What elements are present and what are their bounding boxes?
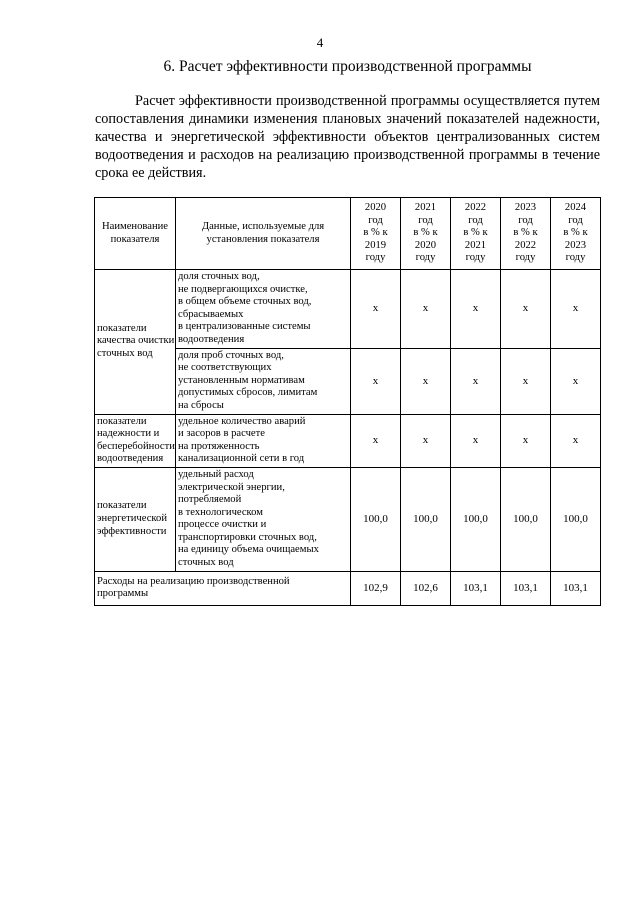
value-cell: 100,0 [351,467,401,571]
value-cell: 102,9 [351,571,401,605]
value-cell: x [501,270,551,349]
header-year-2023: 2023 год в % к 2022 году [501,198,551,270]
value-cell: x [451,414,501,467]
value-cell: x [551,270,601,349]
value-cell: x [351,348,401,414]
value-cell: x [351,270,401,349]
value-cell: 103,1 [451,571,501,605]
table-row [95,414,601,467]
value-cell: x [451,270,501,349]
header-year-2024: 2024 год в % к 2023 году [551,198,601,270]
header-source-data: Данные, используемые для установления показателя [176,198,351,270]
value-cell: x [401,270,451,349]
section-heading: 6. Расчет эффективности производственной программы [163,58,532,75]
header-year-2021: 2021 год в % к 2020 году [401,198,451,270]
category-reliability: показатели надежности и бесперебойности водоотведения [95,414,176,467]
value-cell: x [501,348,551,414]
indicator-noncompliant-samples: доля проб сточных вод, не соответствующих установленным нормативам допустимых сбросов, лимитам на сбросы [176,348,351,414]
category-energy-efficiency: показатели энергетической эффективности [95,467,176,571]
value-cell: 102,6 [401,571,451,605]
table-header-row [95,198,601,270]
value-cell: x [551,348,601,414]
value-cell: 100,0 [551,467,601,571]
header-year-2022: 2022 год в % к 2021 году [451,198,501,270]
value-cell: x [501,414,551,467]
value-cell: x [401,414,451,467]
value-cell: 103,1 [551,571,601,605]
indicator-specific-energy-use: удельный расход электрической энергии, потребляемой в технологическом процессе очистки и транспортировки сточных вод, на единицу объема очищаемых сточных вод [176,467,351,571]
table-row [95,270,601,349]
value-cell: x [351,414,401,467]
value-cell: x [551,414,601,467]
page-number: 4 [316,35,324,50]
indicator-accidents-per-length: удельное количество аварий и засоров в расчете на протяженность канализационной сети в год [176,414,351,467]
intro-paragraph: Расчет эффективности производственной программы осуществляется путем сопоставления динамики изменения плановых значений показателей надежности, качества и энергетической эффективности объектов централизованных систем водоотведения и расходов на реализацию производственной программы в течение срока ее действия. [95,93,600,181]
value-cell: 103,1 [501,571,551,605]
value-cell: 100,0 [401,467,451,571]
category-wastewater-quality: показатели качества очистки сточных вод [95,270,176,415]
efficiency-table [94,197,601,606]
value-cell: x [451,348,501,414]
value-cell: 100,0 [451,467,501,571]
indicator-untreated-share: доля сточных вод, не подвергающихся очистке, в общем объеме сточных вод, сбрасываемых в централизованные системы водоотведения [176,270,351,349]
header-year-2020: 2020 год в % к 2019 году [351,198,401,270]
total-expenses-label: Расходы на реализацию производственной программы [95,571,351,605]
table-row-total [95,571,601,605]
value-cell: 100,0 [501,467,551,571]
table-row [95,467,601,571]
header-indicator-name: Наименование показателя [95,198,176,270]
value-cell: x [401,348,451,414]
